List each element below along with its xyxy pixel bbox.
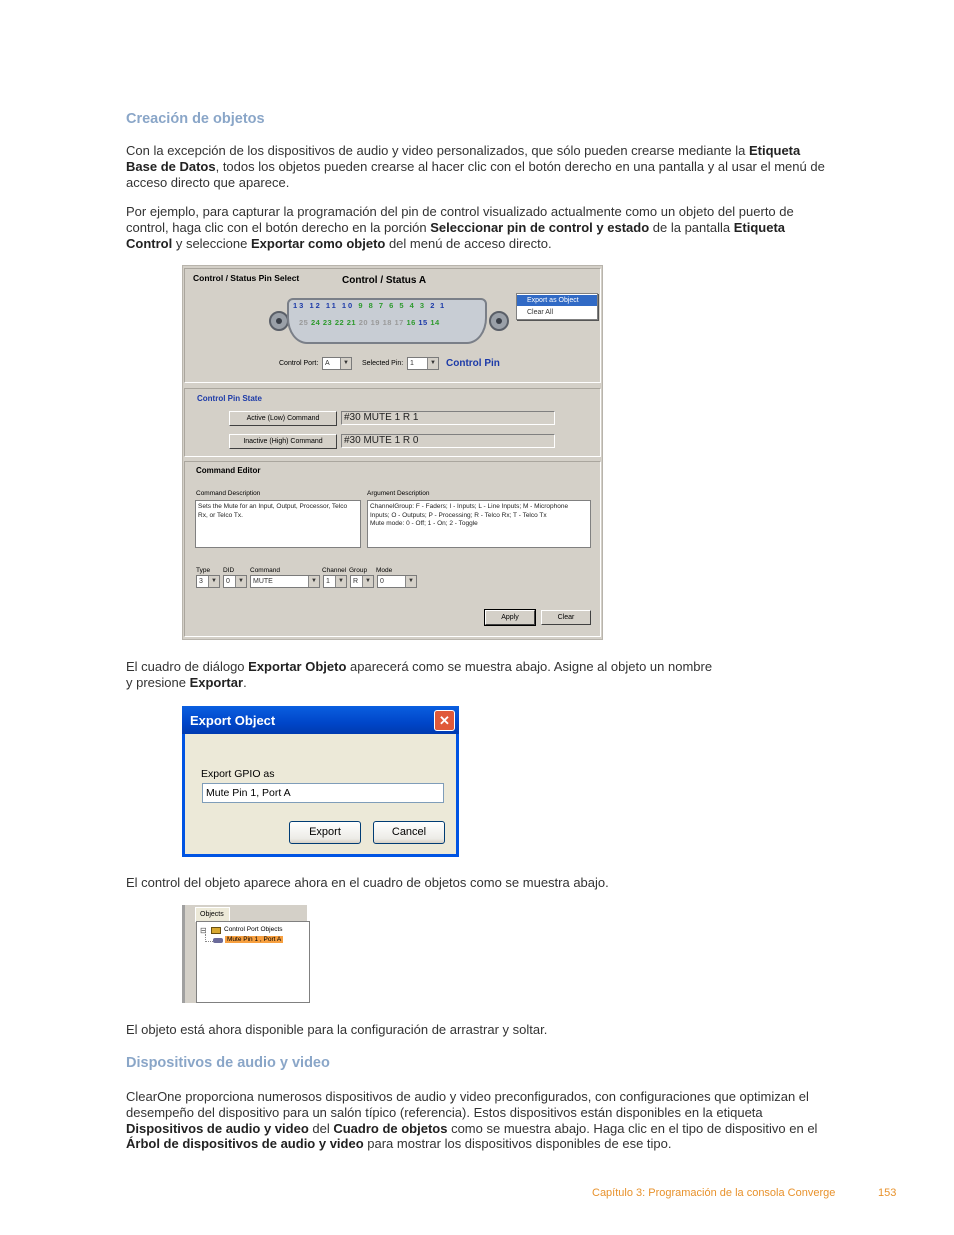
connector-icon [213, 938, 223, 943]
footer-chapter: Capítulo 3: Programación de la consola Converge [592, 1187, 836, 1199]
export-name-input[interactable]: Mute Pin 1, Port A [202, 783, 444, 803]
dropdown-arrow-icon: ▼ [308, 576, 319, 587]
command-label: Command [250, 567, 280, 574]
pin-24[interactable]: 24 [310, 318, 323, 327]
pin-11[interactable]: 11 [325, 301, 342, 310]
export-object-dialog [182, 706, 459, 857]
close-icon[interactable]: ✕ [434, 710, 455, 731]
dropdown-arrow-icon: ▼ [340, 358, 351, 369]
pin-19[interactable]: 19 [370, 318, 383, 327]
dropdown-arrow-icon: ▼ [362, 576, 373, 587]
mode-select[interactable]: 0 ▼ [377, 575, 417, 588]
paragraph-example: Por ejemplo, para capturar la programación del pin de control visualizado actualmente como un objeto del puerto de control, haga clic con el botón derecho en la porción Seleccionar pin de control y estado de la pantalla Etiqueta Control y seleccione Exportar como objeto del menú de acceso directo. [126, 204, 794, 251]
pin-23[interactable]: 23 [322, 318, 335, 327]
pin-8[interactable]: 8 [368, 301, 379, 310]
group-label: Group [349, 567, 368, 574]
mode-label: Mode [376, 567, 393, 574]
command-select[interactable]: MUTE ▼ [250, 575, 320, 588]
pin-20[interactable]: 20 [358, 318, 371, 327]
active-command-field[interactable]: #30 MUTE 1 R 1 [341, 411, 555, 425]
section-heading-creacion: Creación de objetos [126, 111, 265, 127]
type-select[interactable]: 3 ▼ [196, 575, 220, 588]
dialog-title-bar[interactable] [182, 706, 459, 734]
connector-top-pins[interactable] [293, 301, 445, 310]
cancel-button[interactable]: Cancel [373, 821, 445, 844]
pin-12[interactable]: 12 [309, 301, 326, 310]
control-pin-label: Control Pin [446, 358, 500, 369]
paragraph-devices: ClearOne proporciona numerosos dispositivos de audio y video preconfigurados, con configuraciones que optimizan el desempeño del dispositivo para un salón típico (referencia). Estos dispositivos están disponibles en la etiqueta Dispositivos de audio y video del Cuadro de objetos como se muestra abajo. Haga clic en el tipo de dispositivo en el Árbol de dispositivos de audio y video para mostrar los dispositivos disponibles de ese tipo. [126, 1089, 818, 1152]
pin-6[interactable]: 6 [389, 301, 400, 310]
control-port-label: Control Port: [279, 360, 319, 367]
pin-21[interactable]: 21 [346, 318, 359, 327]
inactive-command-button[interactable]: Inactive (High) Command [229, 434, 337, 449]
argument-description-label: Argument Description [367, 490, 430, 497]
left-screw-icon [269, 311, 289, 331]
tab-objects[interactable]: Objects [195, 907, 230, 922]
did-label: DID [223, 567, 235, 574]
pin-15[interactable]: 15 [418, 318, 431, 327]
command-description-label: Command Description [196, 490, 261, 497]
tree-root-control-port-objects[interactable]: Control Port Objects [224, 926, 283, 933]
inactive-command-field[interactable]: #30 MUTE 1 R 0 [341, 434, 555, 448]
dialog-title: Export Object [190, 713, 276, 728]
pin-18[interactable]: 18 [382, 318, 395, 327]
dropdown-arrow-icon: ▼ [235, 576, 246, 587]
pin-1[interactable]: 1 [440, 301, 445, 310]
context-menu [516, 293, 598, 320]
command-description-text[interactable]: Sets the Mute for an Input, Output, Processor, Telco Rx, or Telco Tx. [195, 500, 361, 548]
section-heading-dispositivos: Dispositivos de audio y video [126, 1055, 330, 1071]
paragraph-drag-drop: El objeto está ahora disponible para la configuración de arrastrar y soltar. [126, 1022, 548, 1037]
pin-7[interactable]: 7 [378, 301, 390, 310]
tree-collapse-icon[interactable]: ⊟ [200, 926, 207, 935]
selected-pin-label: Selected Pin: [362, 360, 404, 367]
argument-description-text[interactable]: ChannelGroup: F - Faders; I - Inputs; L - Line Inputs; M - Microphone Inputs; O - Outputs; P - Processing; R - Telco Rx; T - Telco Tx Mute mode: 0 - Off; 1 - On; 2 - Toggle [367, 500, 591, 548]
dropdown-arrow-icon: ▼ [208, 576, 219, 587]
command-editor-panel [184, 461, 601, 637]
export-button[interactable]: Export [289, 821, 361, 844]
dropdown-arrow-icon: ▼ [427, 358, 438, 369]
pin-16[interactable]: 16 [406, 318, 419, 327]
channel-label: Channel [322, 567, 347, 574]
menu-item-clear-all[interactable]: Clear All [527, 309, 554, 316]
connector-bottom-pins[interactable] [299, 318, 440, 327]
dropdown-arrow-icon: ▼ [405, 576, 416, 587]
objects-tree [196, 921, 310, 1003]
pin-9[interactable]: 9 [358, 301, 369, 310]
dropdown-arrow-icon: ▼ [335, 576, 346, 587]
group-select[interactable]: R ▼ [350, 575, 374, 588]
export-gpio-label: Export GPIO as [201, 768, 275, 780]
pin-14[interactable]: 14 [430, 318, 440, 327]
paragraph-intro: Con la excepción de los dispositivos de audio y video personalizados, que sólo pueden crearse mediante la Etiqueta Base de Datos, todos los objetos pueden crearse al hacer clic con el botón derecho en una pantalla y al usar el menú de acceso directo que aparece. [126, 143, 825, 190]
pin-17[interactable]: 17 [394, 318, 407, 327]
page-number: 153 [878, 1187, 897, 1199]
pin-10[interactable]: 10 [341, 301, 359, 310]
paragraph-objects-box: El control del objeto aparece ahora en el cuadro de objetos como se muestra abajo. [126, 875, 609, 890]
pin-25[interactable]: 25 [299, 318, 311, 327]
menu-item-export-as-object[interactable]: Export as Object [517, 295, 597, 306]
channel-select[interactable]: 1 ▼ [323, 575, 347, 588]
pin-3[interactable]: 3 [419, 301, 431, 310]
apply-button[interactable]: Apply [485, 610, 535, 625]
tree-item-mute-pin[interactable]: Mute Pin 1 , Port A [227, 936, 282, 943]
pin-5[interactable]: 5 [399, 301, 410, 310]
pin-4[interactable]: 4 [409, 301, 420, 310]
paragraph-export-dialog: El cuadro de diálogo Exportar Objeto aparecerá como se muestra abajo. Asigne al objeto un nombre y presione Exportar. [126, 659, 713, 690]
active-command-button[interactable]: Active (Low) Command [229, 411, 337, 426]
right-screw-icon [489, 311, 509, 331]
pin-state-title: Control Pin State [197, 394, 262, 403]
tree-line [205, 941, 213, 942]
objects-panel [182, 905, 307, 1003]
pin-13[interactable]: 13 [293, 301, 310, 310]
pin-select-title: Control / Status Pin Select [193, 273, 300, 283]
command-editor-title: Command Editor [196, 466, 261, 475]
control-tab-screenshot [182, 265, 603, 640]
type-label: Type [196, 567, 211, 574]
did-select[interactable]: 0 ▼ [223, 575, 247, 588]
selected-pin-select[interactable]: 1 ▼ [407, 357, 439, 370]
clear-button[interactable]: Clear [541, 610, 591, 625]
connector-title: Control / Status A [342, 275, 427, 286]
folder-icon [211, 927, 221, 934]
control-port-select[interactable]: A ▼ [322, 357, 352, 370]
pin-22[interactable]: 22 [334, 318, 347, 327]
pin-2[interactable]: 2 [430, 301, 435, 310]
